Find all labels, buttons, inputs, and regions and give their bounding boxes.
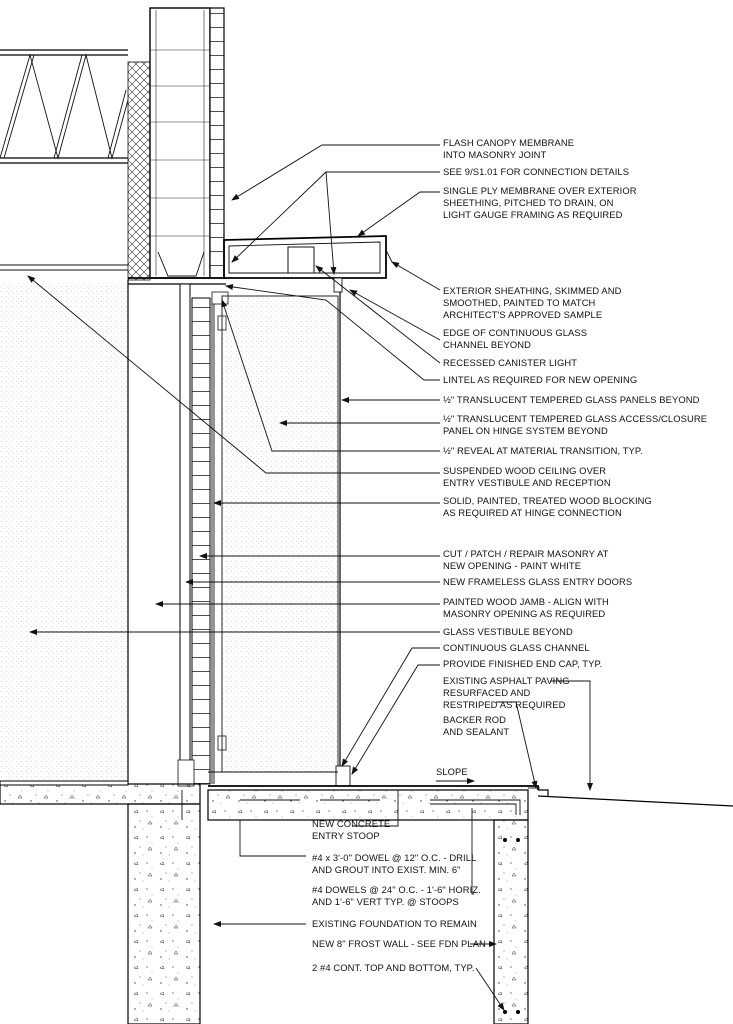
callout-cont-channel: CONTINUOUS GLASS CHANNEL <box>443 642 590 653</box>
callout-flash-canopy: FLASH CANOPY MEMBRANE INTO MASONRY JOINT <box>443 137 575 160</box>
existing-foundation <box>128 804 200 1024</box>
callout-canister-light: RECESSED CANISTER LIGHT <box>443 357 578 368</box>
callout-wood-ceiling: SUSPENDED WOOD CEILING OVER ENTRY VESTIBULE AND RECEPTION <box>443 465 611 488</box>
callout-stoop: NEW CONCRETE ENTRY STOOP <box>312 818 391 841</box>
callout-cont-top-bottom: 2 #4 CONT. TOP AND BOTTOM, TYP. <box>312 962 475 973</box>
callout-single-ply: SINGLE PLY MEMBRANE OVER EXTERIOR SHEETHING, PITCHED TO DRAIN, ON LIGHT GAUGE FRAMING AS REQUIRED <box>443 185 637 220</box>
callout-glass-access: ½" TRANSLUCENT TEMPERED GLASS ACCESS/CLOSURE PANEL ON HINGE SYSTEM BEYOND <box>443 413 708 436</box>
callout-wood-blocking: SOLID, PAINTED, TREATED WOOD BLOCKING AS REQUIRED AT HINGE CONNECTION <box>443 495 652 518</box>
entry-door-jamb <box>178 284 228 786</box>
callout-glass-channel-edge: EDGE OF CONTINUOUS GLASS CHANNEL BEYOND <box>443 327 588 350</box>
callout-asphalt: EXISTING ASPHALT PAVING RESURFACED AND RESTRIPED AS REQUIRED <box>443 675 570 710</box>
callout-connection-details: SEE 9/S1.01 FOR CONNECTION DETAILS <box>443 166 630 177</box>
roof-truss <box>0 50 128 270</box>
callout-dowels-24: #4 DOWELS @ 24" O.C. - 1'-6" HORIZ. AND 1'-6" VERT TYP. @ STOOPS <box>312 884 481 907</box>
callout-glass-panels: ½" TRANSLUCENT TEMPERED GLASS PANELS BEYOND <box>443 394 700 405</box>
callout-cut-patch: CUT / PATCH / REPAIR MASONRY AT NEW OPENING - PAINT WHITE <box>443 548 609 571</box>
masonry-wall <box>128 8 226 284</box>
callout-wood-jamb: PAINTED WOOD JAMB - ALIGN WITH MASONRY OPENING AS REQUIRED <box>443 596 609 619</box>
canopy <box>224 236 386 292</box>
glass-vestibule-fill <box>0 282 128 782</box>
new-frost-wall <box>494 820 528 1024</box>
callout-dowel-4x3: #4 x 3'-0" DOWEL @ 12" O.C. - DRILL AND GROUT INTO EXIST. MIN. 6" <box>312 852 477 875</box>
callout-lintel: LINTEL AS REQUIRED FOR NEW OPENING <box>443 374 638 385</box>
callout-frost-wall: NEW 8" FROST WALL - SEE FDN PLAN <box>312 938 486 949</box>
callout-reveal: ½" REVEAL AT MATERIAL TRANSITION, TYP. <box>443 445 643 456</box>
callout-vestibule: GLASS VESTIBULE BEYOND <box>443 626 573 637</box>
callout-existing-foundation: EXISTING FOUNDATION TO REMAIN <box>312 918 477 929</box>
callout-backer-rod: BACKER ROD AND SEALANT <box>443 714 510 737</box>
entry-stoop-slab <box>0 781 733 820</box>
callout-end-cap: PROVIDE FINISHED END CAP, TYP. <box>443 658 603 669</box>
glass-panel-beyond <box>222 296 338 772</box>
glass-channel-base <box>336 766 350 786</box>
callout-slope: SLOPE <box>436 766 468 777</box>
callout-entry-doors: NEW FRAMELESS GLASS ENTRY DOORS <box>443 576 633 587</box>
callout-ext-sheathing: EXTERIOR SHEATHING, SKIMMED AND SMOOTHED, PAINTED TO MATCH ARCHITECT'S APPROVED SAMPLE <box>443 285 622 320</box>
